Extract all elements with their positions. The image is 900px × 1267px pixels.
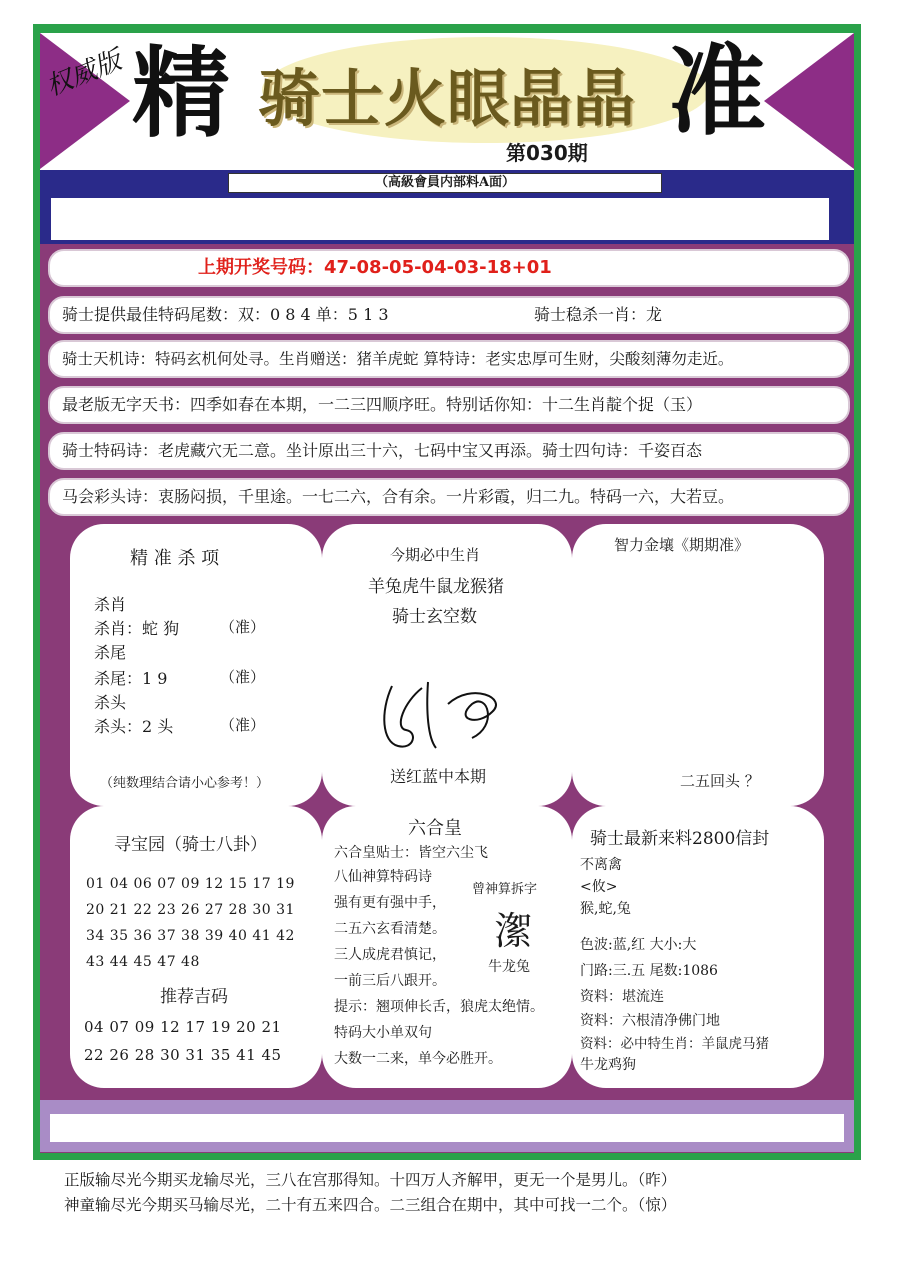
latest-line-2: <攸> (580, 879, 618, 895)
kill-mark-2: （准） (220, 668, 266, 686)
liuhe-line-6: 一前三后八跟开。 (334, 973, 446, 989)
info-row-4 (48, 432, 850, 470)
info-row-3 (48, 386, 850, 424)
kill-line-1: 杀肖 (94, 595, 127, 614)
book-row-text: 最老版无字天书：四季如春在本期，一二三四顺序旺。特别话你知：十二生肖靛个捉（玉） (62, 395, 703, 414)
liuhe-line-9: 大数一二来，单今必胜开。 (334, 1051, 502, 1067)
authority-stamp: 权威版 (42, 45, 126, 103)
latest-line-7: 资料：堪流连 (580, 989, 664, 1005)
horse-poem-text: 马会彩头诗：衷肠闷损，千里途。一七二六，合有余。一片彩霞，归二九。特码一六，大若豆。 (62, 487, 735, 506)
liuhe-card (322, 806, 572, 1088)
latest-line-6: 门路:三.五 尾数:1086 (580, 963, 718, 979)
special-poem-text: 骑士特码诗：老虎藏穴无二意。坐计原出三十六，七码中宝又再添。骑士四句诗：千姿百态 (62, 441, 703, 460)
treasure-numbers-1: 01 04 06 07 09 12 15 17 19 (86, 876, 295, 892)
blank-bar (51, 198, 829, 240)
liuhe-title: 六合皇 (408, 818, 462, 839)
last-draw-numbers: 47-08-05-04-03-18+01 (324, 257, 552, 278)
treasure-numbers-2: 20 21 22 23 26 27 28 30 31 (86, 902, 295, 918)
liuhe-side-answer: 牛龙兔 (488, 959, 530, 975)
recommend-numbers-1: 04 07 09 12 17 19 20 21 (84, 1018, 282, 1036)
kill-line-2: 杀肖：蛇 狗 (94, 619, 180, 638)
right-triangle-decor (764, 33, 854, 169)
latest-line-10: 牛龙鸡狗 (580, 1057, 636, 1073)
must-line-1: 今期必中生肖 (390, 546, 481, 564)
info-row-2 (48, 340, 850, 378)
recommend-numbers-2: 22 26 28 30 31 35 41 45 (84, 1046, 282, 1064)
liuhe-side-title: 曾神算拆字 (472, 882, 538, 897)
issue-number: 第030期 (506, 141, 588, 165)
treasure-numbers-3: 34 35 36 37 38 39 40 41 42 (86, 928, 295, 944)
scribble-signature (322, 642, 572, 772)
must-bottom: 送红蓝中本期 (390, 767, 487, 786)
must-win-card (322, 524, 572, 806)
zhili-title: 智力金壤《期期准》 (614, 536, 750, 554)
latest-line-1: 不离禽 (580, 857, 622, 873)
latest-line-5: 色波:蓝,红 大小:大 (580, 937, 697, 953)
tail-numbers-text: 骑士提供最佳特码尾数：双：0 8 4 单：5 1 3 (62, 305, 389, 324)
recommend-title: 推荐吉码 (160, 987, 228, 1007)
info-row-1 (48, 296, 850, 334)
right-big-character: 准 (668, 34, 767, 149)
bottom-blank (50, 1114, 844, 1142)
liuhe-line-1: 六合皇贴士：皆空六尘飞 (334, 845, 488, 861)
liuhe-line-8: 特码大小单双句 (334, 1025, 432, 1041)
treasure-title: 寻宝园（骑士八卦） (114, 835, 267, 855)
liuhe-line-7: 提示：翘项伸长舌，狼虎太绝情。 (334, 999, 544, 1015)
subtitle-box: （高級會員内部料A面） (228, 173, 662, 193)
header-banner (40, 33, 854, 170)
kill-line-4: 杀尾：1 9 (94, 669, 168, 688)
latest-line-3: 猴,蛇,兔 (580, 901, 631, 917)
kill-card (70, 524, 322, 806)
kill-title: 精 准 杀 项 (130, 548, 220, 569)
kill-mark-3: （准） (220, 716, 266, 734)
left-big-character: 精 (132, 36, 231, 151)
kill-line-6: 杀头：2 头 (94, 717, 174, 736)
kill-line-5: 杀头 (94, 693, 127, 712)
last-draw-row (48, 249, 850, 287)
zhili-card (572, 524, 824, 806)
liuhe-side-character: 㵖 (494, 909, 533, 953)
poem-row-text: 骑士天机诗：特码玄机何处寻。生肖赠送：猪羊虎蛇 算特诗：老实忠厚可生财，尖酸刻薄勿走近。 (62, 350, 734, 368)
zhili-bottom: 二五回头 ？ (680, 772, 760, 790)
banner-title: 骑士火眼晶晶 (258, 62, 637, 135)
latest-title: 骑士最新来料2800信封 (590, 829, 770, 849)
liuhe-line-4: 二五六玄看清楚。 (334, 921, 446, 937)
latest-line-8: 资料：六根清净佛门地 (580, 1013, 720, 1029)
latest-line-9: 资料：必中特生肖：羊鼠虎马猪 (580, 1036, 769, 1052)
liuhe-line-2: 八仙神算特码诗 (334, 869, 432, 885)
kill-zodiac-text: 骑士稳杀一肖：龙 (534, 305, 663, 324)
must-line-2: 羊兔虎牛鼠龙猴猪 (368, 577, 504, 597)
treasure-card (70, 806, 322, 1088)
latest-card (572, 806, 824, 1088)
kill-line-3: 杀尾 (94, 643, 127, 662)
liuhe-line-5: 三人成虎君慎记， (334, 947, 446, 963)
last-draw-label: 上期开奖号码： (198, 257, 324, 278)
kill-note: （纯数理结合请小心参考！） (100, 776, 270, 791)
info-row-5 (48, 478, 850, 516)
must-line-3: 骑士玄空数 (392, 607, 477, 627)
footer-line-2: 神童输尽光今期买马输尽光，二十有五来四合。二三组合在期中，其中可找一二个。（惊） (64, 1196, 677, 1214)
treasure-numbers-4: 43 44 45 47 48 (86, 954, 200, 970)
footer-line-1: 正版输尽光今期买龙输尽光，三八在宫那得知。十四万人齐解甲，更无一个是男儿。（昨） (64, 1171, 677, 1189)
liuhe-line-3: 强有更有强中手， (334, 895, 446, 911)
kill-mark-1: （准） (220, 618, 266, 636)
